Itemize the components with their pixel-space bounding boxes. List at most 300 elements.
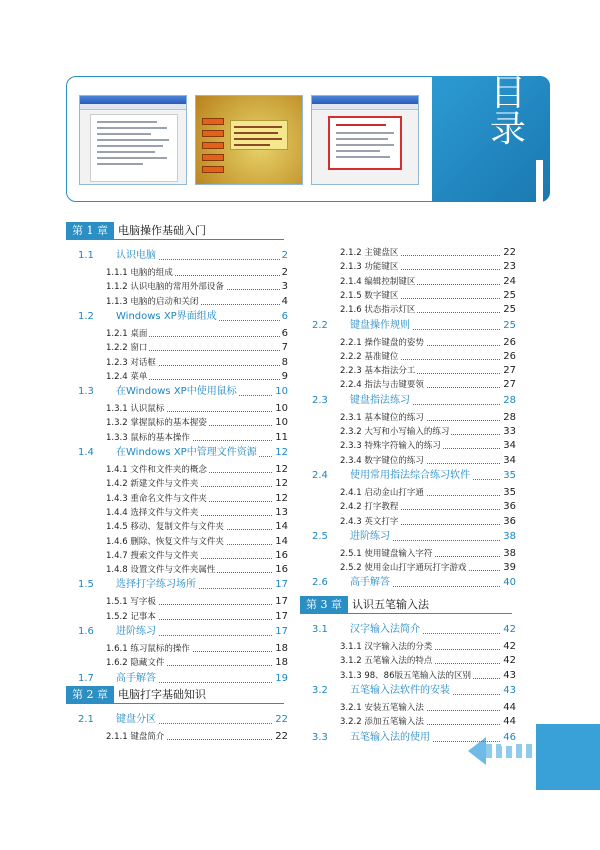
section-number: 2.2 [312,319,328,331]
subsection-page-number: 34 [503,454,516,466]
section-page-number: 19 [273,671,288,687]
toc-section-entry[interactable] [78,309,288,325]
subsection-page-number: 26 [503,350,516,362]
subsection-label: 对话框 [130,357,156,368]
subsection-title [340,640,434,654]
subsection-label: 记事本 [130,611,156,622]
section-title: 认识电脑 [116,248,158,264]
subsection-title [106,356,158,370]
section-number: 2.5 [312,530,328,542]
toc-subsection-entry[interactable] [340,547,516,561]
section-number: 2.3 [312,394,328,406]
toc-section-entry[interactable] [312,683,516,699]
subsection-page-number: 27 [503,379,516,391]
subsection-label: 基准键位 [364,351,399,362]
subsection-number: 2.3.1 [340,412,362,423]
toc-subsection-entry[interactable] [340,561,516,575]
subsection-number: 1.6.1 [106,644,128,654]
toc-title-char-2: 录 [490,109,527,150]
subsection-title [106,402,166,416]
toc-section-entry[interactable] [78,577,288,593]
toc-subsection-entry[interactable] [340,289,516,303]
subsection-label: 设置文件与文件夹属性 [130,565,216,576]
subsection-page-number: 17 [275,610,288,622]
subsection-number: 2.5.1 [340,548,362,559]
subsection-number: 2.5.2 [340,563,362,574]
toc-subsection-entry[interactable] [106,477,288,491]
subsection-title [340,439,443,453]
section-title: 高手解答 [116,671,158,687]
section-page-number: 42 [501,622,516,638]
toc-subsection-entry[interactable] [340,454,516,468]
subsection-page-number: 12 [275,478,288,490]
subsection-number: 2.2.2 [340,351,362,362]
subsection-label: 键盘简介 [130,732,165,742]
subsection-number: 2.3.2 [340,427,362,437]
toc-section-entry[interactable] [78,712,288,728]
subsection-title [340,701,426,715]
toc-subsection-entry[interactable] [340,439,516,453]
toc-subsection-entry[interactable] [106,402,288,416]
toc-subsection-entry[interactable] [340,378,516,392]
subsection-title [106,341,149,355]
section-number: 2.1 [78,714,94,725]
subsection-page-number: 18 [275,643,288,654]
next-page-arrow-icon[interactable] [466,712,600,808]
subsection-title [340,669,473,683]
section-title: 汉字输入法简介 [350,622,422,638]
toc-subsection-entry[interactable] [106,520,288,534]
toc-subsection-entry[interactable] [340,350,516,364]
section-number: 2.4 [312,469,328,481]
subsection-title [106,327,149,341]
subsection-page-number: 12 [275,464,288,475]
subsection-label: 新建文件与文件夹 [130,479,199,490]
toc-subsection-entry[interactable] [340,260,516,274]
subsection-page-number: 26 [503,336,516,348]
toc-title-block [432,73,550,202]
toc-subsection-entry[interactable] [106,327,288,341]
subsection-label: 电脑的组成 [130,268,173,278]
subsection-page-number: 7 [281,342,288,354]
subsection-label: 大写和小写输入的练习 [364,427,450,437]
subsection-title [340,411,426,425]
toc-subsection-entry[interactable] [340,336,516,350]
chapter-number: 第 3 章 [300,596,348,614]
subsection-title [340,547,434,561]
subsection-page-number: 34 [503,440,516,452]
section-title: 进阶练习 [116,624,158,640]
section-page-number: 6 [280,309,288,325]
subsection-page-number: 22 [275,731,288,742]
toc-section-entry[interactable] [312,622,516,638]
subsection-number: 2.1.1 [106,732,128,742]
section-number: 1.6 [78,626,94,637]
subsection-page-number: 14 [275,535,288,547]
subsection-number: 2.1.5 [340,290,362,301]
toc-subsection-entry[interactable] [340,303,516,317]
subsection-number: 1.4.4 [106,507,128,518]
section-page-number: 10 [273,384,288,400]
subsection-number: 1.5.1 [106,597,128,608]
section-title: 键盘指法练习 [350,393,412,409]
subsection-label: 认识电脑的常用外部设备 [130,282,224,293]
subsection-page-number: 11 [275,431,288,443]
subsection-number: 1.4.1 [106,465,128,475]
subsection-number: 3.2.1 [340,702,362,713]
subsection-number: 1.4.5 [106,522,128,533]
subsection-page-number: 16 [275,564,288,576]
subsection-label: 启动金山打字通 [364,487,424,498]
toc-section-entry[interactable] [312,393,516,409]
subsection-page-number: 42 [503,641,516,652]
subsection-title [106,266,175,280]
section-title: 键盘操作规则 [350,318,412,334]
subsection-page-number: 6 [281,327,288,339]
subsection-title [106,431,192,445]
subsection-number: 1.1.3 [106,296,128,307]
subsection-number: 1.4.8 [106,565,128,576]
subsection-number: 2.1.2 [340,248,362,258]
section-number: 1.4 [78,447,94,458]
section-number: 1.1 [78,250,94,261]
section-title: Windows XP界面组成 [116,309,219,325]
section-title: 使用常用指法综合练习软件 [350,468,472,484]
subsection-number: 1.4.6 [106,536,128,547]
chapter-title: 电脑打字基础知识 [118,688,206,701]
section-number: 1.2 [78,310,94,322]
toc-section-entry[interactable] [312,529,516,545]
subsection-label: 状态指示灯区 [364,305,416,316]
subsection-label: 窗口 [130,343,148,354]
toc-subsection-entry[interactable] [106,656,288,670]
toc-subsection-entry[interactable] [106,595,288,609]
subsection-number: 1.2.1 [106,328,128,339]
toc-section-entry[interactable] [78,445,288,461]
subsection-number: 2.3.3 [340,441,362,452]
subsection-page-number: 35 [503,486,516,498]
toc-subsection-entry[interactable] [340,275,516,289]
toc-subsection-entry[interactable] [106,506,288,520]
section-page-number: 28 [501,393,516,409]
section-title: 五笔输入法软件的安装 [350,683,452,699]
subsection-number: 1.4.3 [106,493,128,504]
subsection-title [340,246,400,260]
toc-section-entry[interactable] [312,575,516,591]
subsection-page-number: 13 [275,506,288,518]
subsection-label: 选择文件与文件夹 [130,507,199,518]
chapter-header [300,596,516,614]
subsection-title [340,486,426,500]
subsection-title [106,370,149,384]
section-page-number: 2 [280,248,288,264]
subsection-title [340,350,400,364]
toc-subsection-entry[interactable] [340,486,516,500]
section-page-number: 22 [273,712,288,728]
subsection-number: 2.4.1 [340,487,362,498]
subsection-label: 五笔输入法的特点 [364,656,433,667]
toc-subsection-entry[interactable] [106,280,288,294]
subsection-title [106,416,209,430]
subsection-page-number: 39 [503,562,516,574]
subsection-label: 安装五笔输入法 [364,702,424,713]
toc-subsection-entry[interactable] [340,411,516,425]
subsection-number: 2.1.4 [340,276,362,287]
subsection-label: 电脑的启动和关闭 [130,296,199,307]
subsection-label: 掌握鼠标的基本握姿 [130,418,207,429]
toc-subsection-entry[interactable] [106,266,288,280]
subsection-number: 3.1.1 [340,642,362,652]
subsection-title [340,425,451,439]
subsection-page-number: 12 [275,492,288,504]
section-page-number: 35 [501,468,516,484]
subsection-title [340,515,400,529]
toc-subsection-entry[interactable] [106,370,288,384]
toc-subsection-entry[interactable] [340,515,516,529]
subsection-number: 1.3.2 [106,418,128,429]
subsection-page-number: 43 [503,669,516,681]
toc-subsection-entry[interactable] [106,642,288,656]
toc-subsection-entry[interactable] [106,356,288,370]
chapter-rule [66,703,284,704]
subsection-title [340,454,426,468]
subsection-label: 英文打字 [364,516,399,527]
subsection-number: 3.1.2 [340,656,362,667]
subsection-title [340,715,426,729]
subsection-page-number: 36 [503,515,516,527]
subsection-number: 1.2.2 [106,343,128,354]
subsection-page-number: 10 [275,417,288,429]
subsection-label: 删除、恢复文件与文件夹 [130,536,224,547]
subsection-page-number: 14 [275,521,288,533]
section-page-number: 17 [273,577,288,593]
word-document-screenshot [79,95,187,185]
subsection-page-number: 9 [281,370,288,382]
subsection-page-number: 38 [503,547,516,559]
subsection-label: 使用键盘输入字符 [364,548,433,559]
toc-section-entry[interactable] [78,384,288,400]
chapter-title: 认识五笔输入法 [352,598,429,611]
toc-subsection-entry[interactable] [106,492,288,506]
section-number: 1.7 [78,672,94,684]
section-page-number: 38 [501,529,516,545]
chapter-number: 第 2 章 [66,686,114,704]
subsection-title [340,303,417,317]
subsection-page-number: 17 [275,596,288,608]
subsection-label: 功能键区 [364,262,399,273]
toc-subsection-entry[interactable] [106,610,288,624]
toc-title-char-1: 目 [490,73,527,114]
section-title: 在Windows XP中管理文件资源 [116,445,259,461]
subsection-number: 2.4.3 [340,516,362,527]
toc-section-entry[interactable] [312,318,516,334]
subsection-title [340,500,400,514]
toc-subsection-entry[interactable] [106,563,288,577]
subsection-page-number: 27 [503,365,516,377]
subsection-title [340,561,468,575]
subsection-title [106,610,158,624]
subsection-label: 操作键盘的姿势 [364,337,424,348]
subsection-title [106,477,200,491]
subsection-label: 基本键位的练习 [364,412,424,423]
section-number: 3.1 [312,624,328,635]
subsection-label: 重命名文件与文件夹 [130,493,207,504]
chapter-header [66,222,288,240]
subsection-label: 菜单 [130,371,148,382]
subsection-label: 编辑控制键区 [364,276,416,287]
section-number: 3.3 [312,731,328,743]
subsection-number: 2.2.3 [340,366,362,377]
subsection-number: 1.4.7 [106,550,128,561]
toc-subsection-entry[interactable] [340,654,516,668]
chapter-title: 电脑操作基础入门 [118,224,206,237]
section-number: 1.3 [78,386,94,398]
subsection-number: 2.1.6 [340,305,362,316]
subsection-number: 3.1.3 [340,670,362,681]
subsection-page-number: 36 [503,501,516,513]
toc-subsection-entry[interactable] [340,246,516,260]
subsection-number: 2.2.4 [340,380,362,391]
subsection-page-number: 44 [503,701,516,713]
subsection-label: 添加五笔输入法 [364,717,424,728]
subsection-title [106,492,209,506]
subsection-title [106,520,226,534]
subsection-page-number: 16 [275,549,288,561]
subsection-page-number: 10 [275,403,288,415]
toc-subsection-entry[interactable] [340,500,516,514]
subsection-page-number: 2 [281,267,288,278]
subsection-number: 3.2.2 [340,717,362,728]
subsection-label: 指法与击键要领 [364,380,424,391]
subsection-title [340,289,400,303]
subsection-number: 1.4.2 [106,479,128,490]
section-title: 进阶练习 [350,529,392,545]
subsection-page-number: 25 [503,289,516,301]
subsection-number: 1.1.2 [106,282,128,293]
subsection-label: 文件和文件夹的概念 [130,465,207,475]
subsection-title [340,378,426,392]
subsection-label: 主键盘区 [364,248,399,258]
subsection-number: 1.3.1 [106,404,128,415]
subsection-number: 2.2.1 [340,337,362,348]
subsection-title [340,654,434,668]
subsection-title [106,280,226,294]
toc-subsection-entry[interactable] [340,640,516,654]
subsection-title [106,656,166,670]
subsection-label: 数字键区 [364,290,399,301]
subsection-title [106,595,158,609]
subsection-label: 打字教程 [364,502,399,513]
toc-subsection-entry[interactable] [106,295,288,309]
chapter-number: 第 1 章 [66,222,114,240]
section-page-number: 46 [501,730,516,746]
subsection-page-number: 23 [503,261,516,273]
subsection-title [106,463,209,477]
toc-section-entry[interactable] [78,671,288,687]
subsection-label: 移动、复制文件与文件夹 [130,522,224,533]
typing-program-screenshot [195,95,303,185]
section-page-number: 17 [273,624,288,640]
toc-subsection-entry[interactable] [106,730,288,744]
toc-subsection-entry[interactable] [106,431,288,445]
subsection-title [106,549,200,563]
subsection-page-number: 4 [281,295,288,307]
subsection-page-number: 42 [503,655,516,667]
toc-subsection-entry[interactable] [106,463,288,477]
section-title: 五笔输入法的使用 [350,730,432,746]
toc-subsection-entry[interactable] [340,669,516,683]
subsection-number: 2.1.3 [340,262,362,273]
section-title: 在Windows XP中使用鼠标 [116,384,239,400]
subsection-title [340,275,417,289]
toc-subsection-entry[interactable] [340,425,516,439]
red-frame-document-screenshot [311,95,419,185]
subsection-label: 鼠标的基本操作 [130,432,190,443]
chapter-header [66,686,288,704]
subsection-page-number: 28 [503,411,516,423]
subsection-number: 2.3.4 [340,455,362,466]
subsection-number: 1.1.1 [106,268,128,278]
toc-section-entry[interactable] [78,624,288,640]
subsection-title [340,260,400,274]
subsection-number: 1.2.3 [106,357,128,368]
subsection-page-number: 18 [275,657,288,669]
subsection-label: 认识鼠标 [130,404,165,415]
subsection-label: 写字板 [130,597,156,608]
section-number: 1.5 [78,579,94,591]
subsection-title [106,295,200,309]
subsection-title [106,642,192,656]
subsection-number: 1.2.4 [106,371,128,382]
subsection-page-number: 25 [503,304,516,316]
toc-subsection-entry[interactable] [106,341,288,355]
toc-subsection-entry[interactable] [340,364,516,378]
subsection-label: 基本指法分工 [364,366,416,377]
subsection-label: 练习鼠标的操作 [130,644,190,654]
section-number: 2.6 [312,577,328,589]
subsection-title [106,563,217,577]
chapter-rule [300,613,512,614]
section-page-number: 12 [273,445,288,461]
section-title: 键盘分区 [116,712,158,728]
toc-section-entry[interactable] [312,468,516,484]
subsection-page-number: 33 [503,426,516,437]
subsection-title [106,730,166,744]
section-page-number: 43 [501,683,516,699]
subsection-label: 数字键位的练习 [364,455,424,466]
subsection-title [106,535,226,549]
toc-subsection-entry[interactable] [106,535,288,549]
subsection-page-number: 24 [503,275,516,287]
subsection-label: 使用金山打字通玩打字游戏 [364,563,467,574]
subsection-number: 1.5.2 [106,611,128,622]
subsection-label: 汉字输入法的分类 [364,642,433,652]
toc-subsection-entry[interactable] [106,549,288,563]
section-page-number: 40 [501,575,516,591]
subsection-page-number: 3 [281,281,288,293]
section-title: 选择打字练习场所 [116,577,198,593]
subsection-title [106,506,200,520]
toc-subsection-entry[interactable] [106,416,288,430]
subsection-label: 特殊字符输入的练习 [364,441,441,452]
section-title: 高手解答 [350,575,392,591]
subsection-page-number: 22 [503,247,516,258]
subsection-label: 隐藏文件 [130,658,165,669]
title-accent-bar [536,160,543,256]
section-page-number: 25 [501,318,516,334]
subsection-label: 98、86版五笔输入法的区别 [364,670,471,681]
toc-section-entry[interactable] [78,248,288,264]
